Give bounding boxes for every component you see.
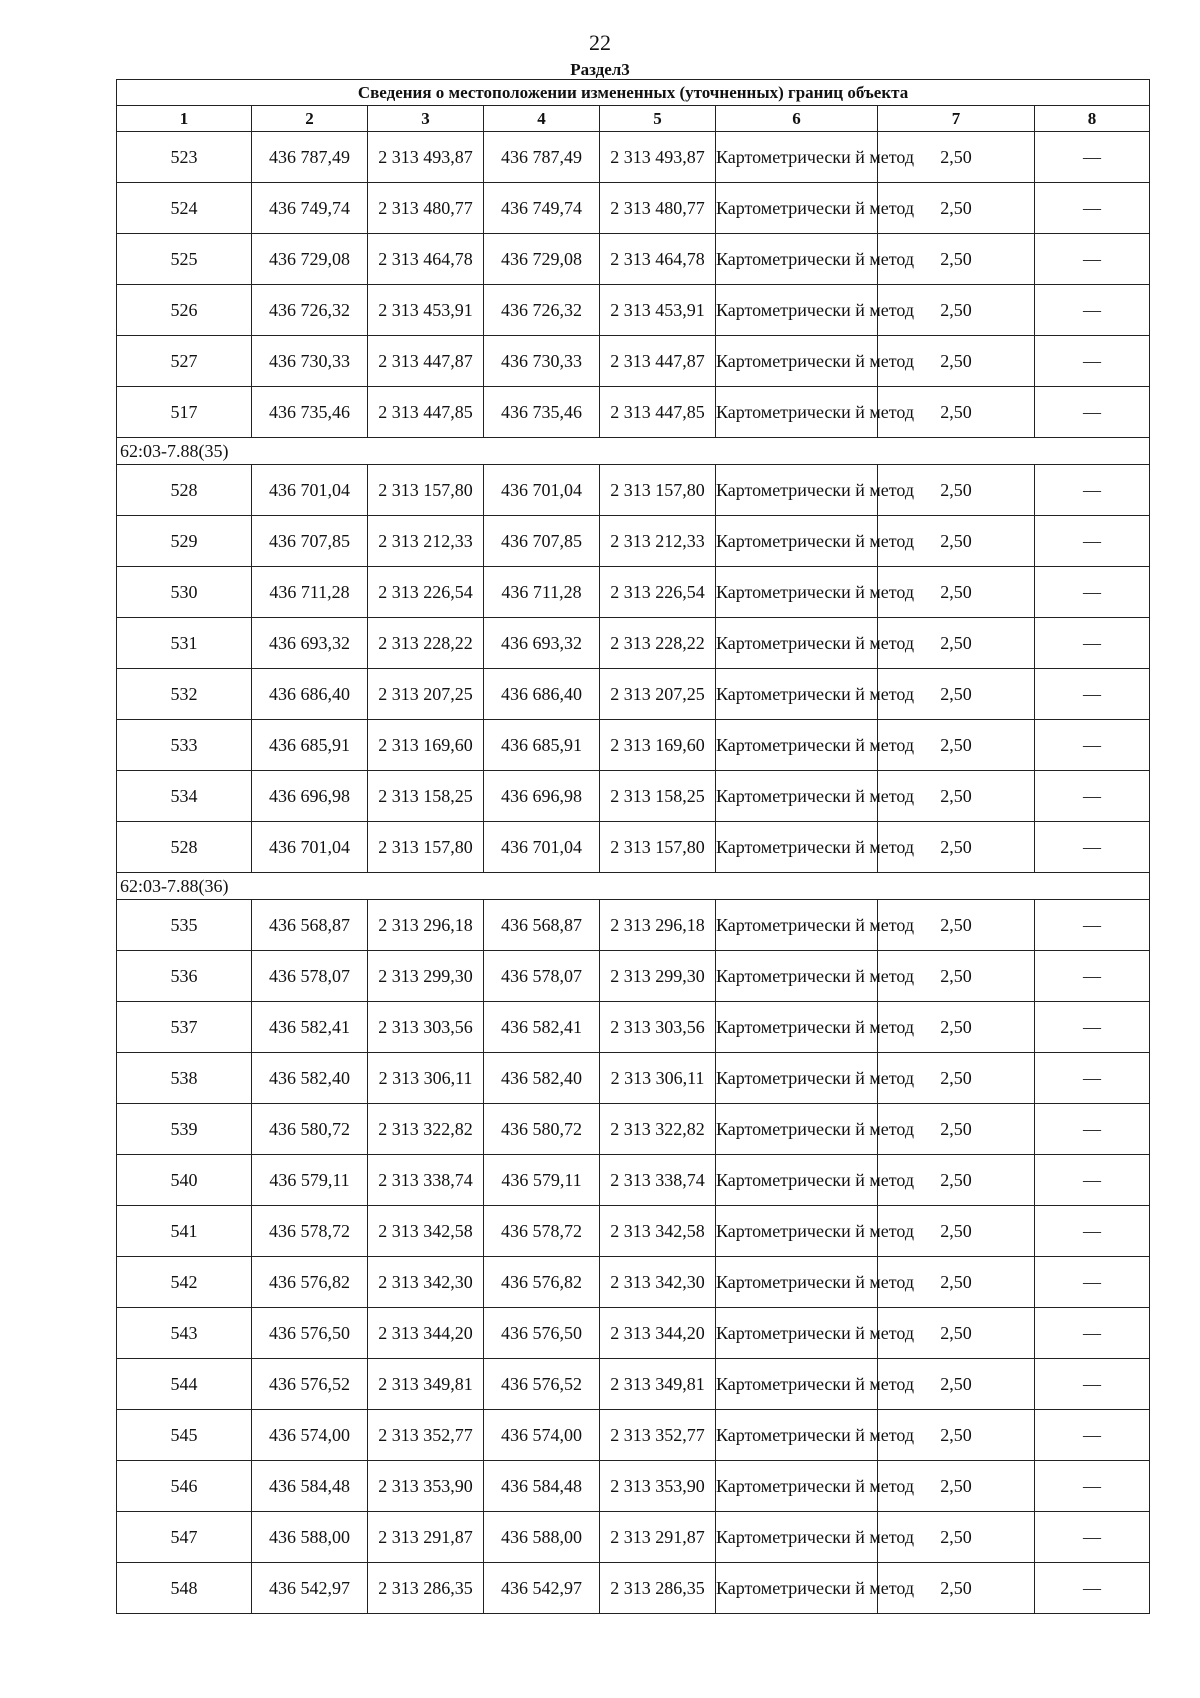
- method-cell: Картометрически й метод: [716, 285, 878, 336]
- column-number: 4: [484, 106, 600, 132]
- precision-cell: 2,50: [878, 516, 1035, 567]
- point-number-cell: 548: [117, 1563, 252, 1614]
- y-new-cell: 2 313 286,35: [600, 1563, 716, 1614]
- x-new-cell: 436 726,32: [484, 285, 600, 336]
- description-cell: —: [1035, 1359, 1150, 1410]
- y-existing-cell: 2 313 464,78: [368, 234, 484, 285]
- x-existing-cell: 436 542,97: [252, 1563, 368, 1614]
- y-new-cell: 2 313 157,80: [600, 822, 716, 873]
- table-row: [117, 285, 1150, 336]
- table-body: [117, 80, 1150, 1614]
- table-row: [117, 1410, 1150, 1461]
- x-new-cell: 436 542,97: [484, 1563, 600, 1614]
- x-new-cell: 436 729,08: [484, 234, 600, 285]
- method-cell: Картометрически й метод: [716, 1206, 878, 1257]
- point-number-cell: 532: [117, 669, 252, 720]
- x-new-cell: 436 576,82: [484, 1257, 600, 1308]
- precision-cell: 2,50: [878, 900, 1035, 951]
- x-existing-cell: 436 707,85: [252, 516, 368, 567]
- x-existing-cell: 436 749,74: [252, 183, 368, 234]
- table-row: [117, 465, 1150, 516]
- table-row: [117, 1257, 1150, 1308]
- table-row: [117, 618, 1150, 669]
- description-cell: —: [1035, 822, 1150, 873]
- y-existing-cell: 2 313 453,91: [368, 285, 484, 336]
- description-cell: —: [1035, 720, 1150, 771]
- x-existing-cell: 436 578,72: [252, 1206, 368, 1257]
- x-new-cell: 436 576,52: [484, 1359, 600, 1410]
- method-cell: Картометрически й метод: [716, 1308, 878, 1359]
- method-cell: Картометрически й метод: [716, 1257, 878, 1308]
- point-number-cell: 543: [117, 1308, 252, 1359]
- x-new-cell: 436 582,41: [484, 1002, 600, 1053]
- point-number-cell: 529: [117, 516, 252, 567]
- table-row: [117, 1512, 1150, 1563]
- table-row: [117, 336, 1150, 387]
- x-new-cell: 436 582,40: [484, 1053, 600, 1104]
- y-new-cell: 2 313 303,56: [600, 1002, 716, 1053]
- section-title: Раздел3: [570, 60, 630, 79]
- table-row: [117, 183, 1150, 234]
- precision-cell: 2,50: [878, 1410, 1035, 1461]
- method-cell: Картометрически й метод: [716, 465, 878, 516]
- method-cell: Картометрически й метод: [716, 1563, 878, 1614]
- table-row: [117, 1053, 1150, 1104]
- y-new-cell: 2 313 353,90: [600, 1461, 716, 1512]
- description-cell: —: [1035, 336, 1150, 387]
- description-cell: —: [1035, 516, 1150, 567]
- precision-cell: 2,50: [878, 771, 1035, 822]
- y-new-cell: 2 313 226,54: [600, 567, 716, 618]
- y-existing-cell: 2 313 306,11: [368, 1053, 484, 1104]
- method-cell: Картометрически й метод: [716, 1053, 878, 1104]
- y-existing-cell: 2 313 353,90: [368, 1461, 484, 1512]
- table-row: [117, 132, 1150, 183]
- point-number-cell: 547: [117, 1512, 252, 1563]
- y-existing-cell: 2 313 322,82: [368, 1104, 484, 1155]
- table-row: [117, 387, 1150, 438]
- description-cell: —: [1035, 1002, 1150, 1053]
- point-number-cell: 542: [117, 1257, 252, 1308]
- method-cell: Картометрически й метод: [716, 336, 878, 387]
- point-number-cell: 528: [117, 822, 252, 873]
- x-existing-cell: 436 579,11: [252, 1155, 368, 1206]
- table-caption-row: [117, 80, 1150, 106]
- x-existing-cell: 436 735,46: [252, 387, 368, 438]
- description-cell: —: [1035, 669, 1150, 720]
- method-cell: Картометрически й метод: [716, 183, 878, 234]
- precision-cell: 2,50: [878, 465, 1035, 516]
- table-row: [117, 771, 1150, 822]
- y-new-cell: 2 313 453,91: [600, 285, 716, 336]
- y-existing-cell: 2 313 349,81: [368, 1359, 484, 1410]
- table-row: [117, 951, 1150, 1002]
- table-row: [117, 669, 1150, 720]
- y-new-cell: 2 313 349,81: [600, 1359, 716, 1410]
- precision-cell: 2,50: [878, 1308, 1035, 1359]
- column-number: 7: [878, 106, 1035, 132]
- x-existing-cell: 436 576,50: [252, 1308, 368, 1359]
- precision-cell: 2,50: [878, 1155, 1035, 1206]
- method-cell: Картометрически й метод: [716, 132, 878, 183]
- point-number-cell: 540: [117, 1155, 252, 1206]
- x-existing-cell: 436 584,48: [252, 1461, 368, 1512]
- table-row: [117, 567, 1150, 618]
- y-new-cell: 2 313 296,18: [600, 900, 716, 951]
- x-new-cell: 436 787,49: [484, 132, 600, 183]
- method-cell: Картометрически й метод: [716, 1104, 878, 1155]
- point-number-cell: 517: [117, 387, 252, 438]
- description-cell: —: [1035, 771, 1150, 822]
- table-row: [117, 1155, 1150, 1206]
- method-cell: Картометрически й метод: [716, 771, 878, 822]
- description-cell: —: [1035, 183, 1150, 234]
- y-existing-cell: 2 313 342,30: [368, 1257, 484, 1308]
- precision-cell: 2,50: [878, 387, 1035, 438]
- table-row: [117, 234, 1150, 285]
- point-number-cell: 531: [117, 618, 252, 669]
- page-number: 22: [589, 30, 611, 55]
- point-number-cell: 524: [117, 183, 252, 234]
- precision-cell: 2,50: [878, 1461, 1035, 1512]
- boundary-coordinates-table: [116, 79, 1150, 1614]
- precision-cell: 2,50: [878, 822, 1035, 873]
- table-row: [117, 516, 1150, 567]
- method-cell: Картометрически й метод: [716, 1359, 878, 1410]
- method-cell: Картометрически й метод: [716, 516, 878, 567]
- description-cell: —: [1035, 132, 1150, 183]
- y-new-cell: 2 313 212,33: [600, 516, 716, 567]
- column-number: 8: [1035, 106, 1150, 132]
- x-existing-cell: 436 729,08: [252, 234, 368, 285]
- x-new-cell: 436 701,04: [484, 822, 600, 873]
- point-number-cell: 533: [117, 720, 252, 771]
- y-new-cell: 2 313 352,77: [600, 1410, 716, 1461]
- table-row: [117, 822, 1150, 873]
- y-existing-cell: 2 313 296,18: [368, 900, 484, 951]
- precision-cell: 2,50: [878, 336, 1035, 387]
- y-new-cell: 2 313 342,30: [600, 1257, 716, 1308]
- point-number-cell: 537: [117, 1002, 252, 1053]
- column-number: 3: [368, 106, 484, 132]
- method-cell: Картометрически й метод: [716, 822, 878, 873]
- description-cell: —: [1035, 1563, 1150, 1614]
- description-cell: —: [1035, 1512, 1150, 1563]
- y-new-cell: 2 313 207,25: [600, 669, 716, 720]
- x-new-cell: 436 749,74: [484, 183, 600, 234]
- y-new-cell: 2 313 299,30: [600, 951, 716, 1002]
- y-new-cell: 2 313 169,60: [600, 720, 716, 771]
- table-row: [117, 1002, 1150, 1053]
- description-cell: —: [1035, 1206, 1150, 1257]
- column-number: 5: [600, 106, 716, 132]
- y-existing-cell: 2 313 158,25: [368, 771, 484, 822]
- description-cell: —: [1035, 1257, 1150, 1308]
- point-number-cell: 527: [117, 336, 252, 387]
- x-new-cell: 436 693,32: [484, 618, 600, 669]
- table-row: [117, 900, 1150, 951]
- y-existing-cell: 2 313 157,80: [368, 822, 484, 873]
- method-cell: Картометрически й метод: [716, 234, 878, 285]
- y-new-cell: 2 313 342,58: [600, 1206, 716, 1257]
- precision-cell: 2,50: [878, 183, 1035, 234]
- precision-cell: 2,50: [878, 1512, 1035, 1563]
- y-new-cell: 2 313 493,87: [600, 132, 716, 183]
- column-number: 6: [716, 106, 878, 132]
- description-cell: —: [1035, 567, 1150, 618]
- x-new-cell: 436 707,85: [484, 516, 600, 567]
- y-existing-cell: 2 313 226,54: [368, 567, 484, 618]
- method-cell: Картометрически й метод: [716, 1512, 878, 1563]
- method-cell: Картометрически й метод: [716, 900, 878, 951]
- y-existing-cell: 2 313 157,80: [368, 465, 484, 516]
- y-existing-cell: 2 313 447,87: [368, 336, 484, 387]
- precision-cell: 2,50: [878, 1104, 1035, 1155]
- y-new-cell: 2 313 447,87: [600, 336, 716, 387]
- table-row: [117, 720, 1150, 771]
- column-number-row: [117, 106, 1150, 132]
- precision-cell: 2,50: [878, 285, 1035, 336]
- point-number-cell: 534: [117, 771, 252, 822]
- x-new-cell: 436 685,91: [484, 720, 600, 771]
- x-existing-cell: 436 578,07: [252, 951, 368, 1002]
- x-existing-cell: 436 582,40: [252, 1053, 368, 1104]
- y-existing-cell: 2 313 228,22: [368, 618, 484, 669]
- method-cell: Картометрически й метод: [716, 567, 878, 618]
- x-existing-cell: 436 726,32: [252, 285, 368, 336]
- precision-cell: 2,50: [878, 567, 1035, 618]
- x-new-cell: 436 574,00: [484, 1410, 600, 1461]
- x-new-cell: 436 568,87: [484, 900, 600, 951]
- y-existing-cell: 2 313 447,85: [368, 387, 484, 438]
- description-cell: —: [1035, 1410, 1150, 1461]
- parcel-group-label: 62:03-7.88(35): [117, 438, 1150, 465]
- description-cell: —: [1035, 900, 1150, 951]
- x-existing-cell: 436 686,40: [252, 669, 368, 720]
- precision-cell: 2,50: [878, 951, 1035, 1002]
- x-existing-cell: 436 693,32: [252, 618, 368, 669]
- y-new-cell: 2 313 480,77: [600, 183, 716, 234]
- y-existing-cell: 2 313 303,56: [368, 1002, 484, 1053]
- y-new-cell: 2 313 322,82: [600, 1104, 716, 1155]
- x-new-cell: 436 576,50: [484, 1308, 600, 1359]
- x-existing-cell: 436 730,33: [252, 336, 368, 387]
- point-number-cell: 536: [117, 951, 252, 1002]
- description-cell: —: [1035, 465, 1150, 516]
- x-new-cell: 436 735,46: [484, 387, 600, 438]
- y-existing-cell: 2 313 169,60: [368, 720, 484, 771]
- table-row: [117, 1461, 1150, 1512]
- x-existing-cell: 436 576,82: [252, 1257, 368, 1308]
- precision-cell: 2,50: [878, 618, 1035, 669]
- point-number-cell: 523: [117, 132, 252, 183]
- description-cell: —: [1035, 618, 1150, 669]
- x-existing-cell: 436 568,87: [252, 900, 368, 951]
- table-row: [117, 1206, 1150, 1257]
- x-existing-cell: 436 580,72: [252, 1104, 368, 1155]
- x-new-cell: 436 578,07: [484, 951, 600, 1002]
- precision-cell: 2,50: [878, 1563, 1035, 1614]
- x-new-cell: 436 580,72: [484, 1104, 600, 1155]
- description-cell: —: [1035, 285, 1150, 336]
- x-new-cell: 436 730,33: [484, 336, 600, 387]
- x-new-cell: 436 584,48: [484, 1461, 600, 1512]
- x-new-cell: 436 588,00: [484, 1512, 600, 1563]
- y-new-cell: 2 313 338,74: [600, 1155, 716, 1206]
- parcel-group-row: [117, 438, 1150, 465]
- y-existing-cell: 2 313 286,35: [368, 1563, 484, 1614]
- x-existing-cell: 436 701,04: [252, 465, 368, 516]
- y-existing-cell: 2 313 480,77: [368, 183, 484, 234]
- y-new-cell: 2 313 291,87: [600, 1512, 716, 1563]
- table-row: [117, 1563, 1150, 1614]
- column-number: 2: [252, 106, 368, 132]
- x-existing-cell: 436 711,28: [252, 567, 368, 618]
- x-existing-cell: 436 582,41: [252, 1002, 368, 1053]
- table-caption: Сведения о местоположении измененных (уточненных) границ объекта: [117, 80, 1150, 106]
- description-cell: —: [1035, 1155, 1150, 1206]
- x-existing-cell: 436 576,52: [252, 1359, 368, 1410]
- y-new-cell: 2 313 464,78: [600, 234, 716, 285]
- description-cell: —: [1035, 234, 1150, 285]
- point-number-cell: 530: [117, 567, 252, 618]
- y-new-cell: 2 313 344,20: [600, 1308, 716, 1359]
- parcel-group-row: [117, 873, 1150, 900]
- description-cell: —: [1035, 1104, 1150, 1155]
- precision-cell: 2,50: [878, 1206, 1035, 1257]
- table-row: [117, 1359, 1150, 1410]
- y-new-cell: 2 313 306,11: [600, 1053, 716, 1104]
- x-existing-cell: 436 696,98: [252, 771, 368, 822]
- method-cell: Картометрически й метод: [716, 1002, 878, 1053]
- x-new-cell: 436 711,28: [484, 567, 600, 618]
- description-cell: —: [1035, 387, 1150, 438]
- y-existing-cell: 2 313 338,74: [368, 1155, 484, 1206]
- precision-cell: 2,50: [878, 1002, 1035, 1053]
- parcel-group-label: 62:03-7.88(36): [117, 873, 1150, 900]
- table-row: [117, 1308, 1150, 1359]
- precision-cell: 2,50: [878, 1359, 1035, 1410]
- point-number-cell: 535: [117, 900, 252, 951]
- description-cell: —: [1035, 1461, 1150, 1512]
- description-cell: —: [1035, 1308, 1150, 1359]
- point-number-cell: 528: [117, 465, 252, 516]
- method-cell: Картометрически й метод: [716, 669, 878, 720]
- y-new-cell: 2 313 447,85: [600, 387, 716, 438]
- precision-cell: 2,50: [878, 132, 1035, 183]
- y-new-cell: 2 313 228,22: [600, 618, 716, 669]
- y-new-cell: 2 313 158,25: [600, 771, 716, 822]
- point-number-cell: 546: [117, 1461, 252, 1512]
- x-new-cell: 436 686,40: [484, 669, 600, 720]
- point-number-cell: 538: [117, 1053, 252, 1104]
- y-existing-cell: 2 313 299,30: [368, 951, 484, 1002]
- table-row: [117, 1104, 1150, 1155]
- method-cell: Картометрически й метод: [716, 387, 878, 438]
- method-cell: Картометрически й метод: [716, 1461, 878, 1512]
- y-existing-cell: 2 313 493,87: [368, 132, 484, 183]
- point-number-cell: 541: [117, 1206, 252, 1257]
- x-new-cell: 436 696,98: [484, 771, 600, 822]
- precision-cell: 2,50: [878, 1257, 1035, 1308]
- y-existing-cell: 2 313 212,33: [368, 516, 484, 567]
- method-cell: Картометрически й метод: [716, 951, 878, 1002]
- point-number-cell: 526: [117, 285, 252, 336]
- x-existing-cell: 436 588,00: [252, 1512, 368, 1563]
- point-number-cell: 544: [117, 1359, 252, 1410]
- y-existing-cell: 2 313 291,87: [368, 1512, 484, 1563]
- y-existing-cell: 2 313 352,77: [368, 1410, 484, 1461]
- description-cell: —: [1035, 1053, 1150, 1104]
- point-number-cell: 539: [117, 1104, 252, 1155]
- x-new-cell: 436 578,72: [484, 1206, 600, 1257]
- precision-cell: 2,50: [878, 234, 1035, 285]
- x-new-cell: 436 579,11: [484, 1155, 600, 1206]
- y-new-cell: 2 313 157,80: [600, 465, 716, 516]
- x-existing-cell: 436 574,00: [252, 1410, 368, 1461]
- y-existing-cell: 2 313 342,58: [368, 1206, 484, 1257]
- x-existing-cell: 436 685,91: [252, 720, 368, 771]
- description-cell: —: [1035, 951, 1150, 1002]
- point-number-cell: 525: [117, 234, 252, 285]
- x-existing-cell: 436 787,49: [252, 132, 368, 183]
- x-new-cell: 436 701,04: [484, 465, 600, 516]
- y-existing-cell: 2 313 207,25: [368, 669, 484, 720]
- precision-cell: 2,50: [878, 669, 1035, 720]
- point-number-cell: 545: [117, 1410, 252, 1461]
- method-cell: Картометрически й метод: [716, 1410, 878, 1461]
- precision-cell: 2,50: [878, 720, 1035, 771]
- y-existing-cell: 2 313 344,20: [368, 1308, 484, 1359]
- precision-cell: 2,50: [878, 1053, 1035, 1104]
- method-cell: Картометрически й метод: [716, 720, 878, 771]
- method-cell: Картометрически й метод: [716, 1155, 878, 1206]
- column-number: 1: [117, 106, 252, 132]
- method-cell: Картометрически й метод: [716, 618, 878, 669]
- x-existing-cell: 436 701,04: [252, 822, 368, 873]
